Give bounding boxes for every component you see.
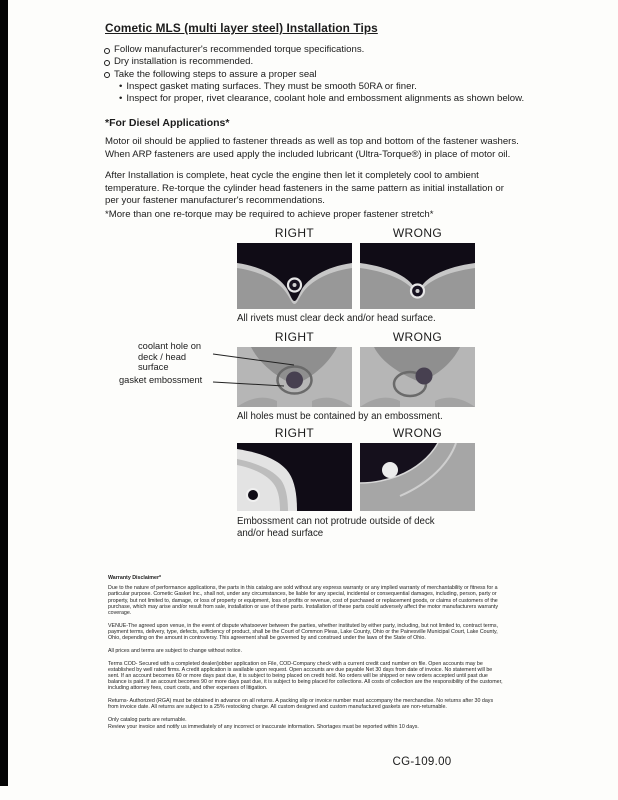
bullet-marker-icon (104, 60, 110, 66)
dot-marker-icon (119, 93, 122, 105)
row2-caption: All holes must be contained by an embossment. (237, 411, 443, 422)
tip-text: Inspect gasket mating surfaces. They must be smooth 50RA or finer. (126, 80, 417, 92)
callout-pointer-lines (210, 344, 302, 396)
rivet-clearance-right-image (237, 243, 352, 309)
coolant-hole-wrong-image (360, 347, 475, 407)
tip-text: Follow manufacturer's recommended torque specifications. (114, 44, 365, 55)
callout-coolant-hole: coolant hole on deck / head surface (138, 341, 202, 373)
row2-wrong-label: WRONG (392, 330, 443, 344)
row2-wrong-diagram (360, 347, 475, 407)
returns-paragraph: Returns- Authorized (RGA) must be obtained in advance on all returns. A packing slip or invoice number must accompany the merchandise. No returns after 30 days from invoice date. All returns are subject to a 25% restocking charge. All custom designed and custom manufactured gaskets are non-returnable. (108, 698, 494, 711)
catalog-parts-paragraph: Only catalog parts are returnable. (108, 716, 187, 723)
row3-right-label: RIGHT (274, 426, 315, 440)
review-invoice-paragraph: Review your invoice and notify us immediately of any incorrect or inaccurate information. Shortages must be reported within 10 days. (108, 723, 419, 730)
page-title: Cometic MLS (multi layer steel) Installation Tips (105, 21, 378, 35)
warranty-disclaimer-heading: Warranty Disclaimer* (108, 575, 162, 581)
tip-sub-bullet (119, 81, 524, 93)
embossment-right-image (237, 443, 352, 511)
callout-gasket-embossment: gasket embossment (119, 375, 203, 385)
row1-wrong-label: WRONG (392, 226, 443, 240)
warranty-disclaimer (108, 575, 504, 730)
venue-paragraph: VENUE-The agreed upon venue, in the event of dispute whatsoever between the parties, whether instituted by either party, including, but not limited to, contract terms, payment terms, delivery, type, defects, sufficiency of product, shall be the Court of Common Pleas, Lake County, Ohio or the Painesville Municipal Court, Lake County, Ohio, depending on the amount in controversy. This agreement shall be governed by and construed under the laws of the State of Ohio. (108, 622, 499, 642)
row1-right-label: RIGHT (274, 226, 315, 240)
tip-sub-bullet (119, 93, 524, 105)
diesel-oil-paragraph: Motor oil should be applied to fastener threads as well as top and bottom of the fastener washers. When ARP fasteners are used apply the included lubricant (Ultra-Torque®) in place of motor oil. (105, 136, 519, 160)
installation-tips-list (104, 44, 524, 105)
embossment-wrong-image (360, 443, 475, 511)
diesel-applications-heading: *For Diesel Applications* (105, 117, 230, 129)
heat-cycle-paragraph: After Installation is complete, heat cycle the engine then let it completely cool to ambient temperature. Re-torque the cylinder head fasteners in the same pattern as initial installation or per your fastener manufacturer's recommendations. (105, 170, 504, 207)
tip-bullet (104, 69, 524, 81)
tip-bullet (104, 44, 524, 56)
terms-cod-paragraph: Terms COD- Secured with a completed dealer/jobber application on File, COD-Company check with a current credit card number on file. Open accounts may be established by well rated firms. A credit application is available upon request. Open accounts are due payable Net 30 days from date of invoice. No statement will be sent. If an account becomes 60 or more days past due, it is subject to being placed on credit hold. No orders will be shipped or new orders accepted until past due balance is paid. If an account becomes 90 or more days past due, it is subject to being placed for collections. All costs of collection are the responsibility of the customer, including attorney fees, court costs, and other expenses of litigation. (108, 660, 503, 692)
document-number: CG-109.00 (392, 756, 452, 768)
scan-edge-artifact (0, 0, 8, 786)
row3-wrong-diagram (360, 443, 475, 511)
retorque-note: *More than one re-torque may be required to achieve proper fastener stretch* (105, 209, 434, 220)
bullet-marker-icon (104, 48, 110, 54)
row2-right-label: RIGHT (274, 330, 315, 344)
rivet-clearance-wrong-image (360, 243, 475, 309)
bullet-marker-icon (104, 72, 110, 78)
row1-wrong-diagram (360, 243, 475, 309)
row3-right-diagram (237, 443, 352, 511)
dot-marker-icon (119, 81, 122, 93)
tip-text: Take the following steps to assure a proper seal (114, 68, 317, 80)
row1-right-diagram (237, 243, 352, 309)
prices-paragraph: All prices and terms are subject to change without notice. (108, 647, 242, 654)
warranty-paragraph: Due to the nature of performance applications, the parts in this catalog are sold without any express warranty or any implied warranty of merchantability or fitness for a particular purpose. Cometic Gasket Inc., shall not, under any circumstances, be liable for any special, incidental or consequential damages, including, person, party or property, but not limited to, damage, or loss of property or equipment, loss of profits or revenue, cost of purchased or replacement goods, or claims of customers of the purchase, which may arise and/or result from sale, installation or use of these parts. Installation of these parts could adversely affect the motor manufacturers warranty coverage. (108, 585, 499, 617)
row3-wrong-label: WRONG (392, 426, 443, 440)
row1-caption: All rivets must clear deck and/or head surface. (237, 313, 436, 324)
tip-text: Inspect for proper, rivet clearance, coolant hole and embossment alignments as shown below. (126, 93, 525, 105)
tip-text: Dry installation is recommended. (114, 56, 254, 68)
row3-caption: Embossment can not protrude outside of deck and/or head surface (237, 516, 435, 539)
tip-bullet (104, 56, 524, 68)
